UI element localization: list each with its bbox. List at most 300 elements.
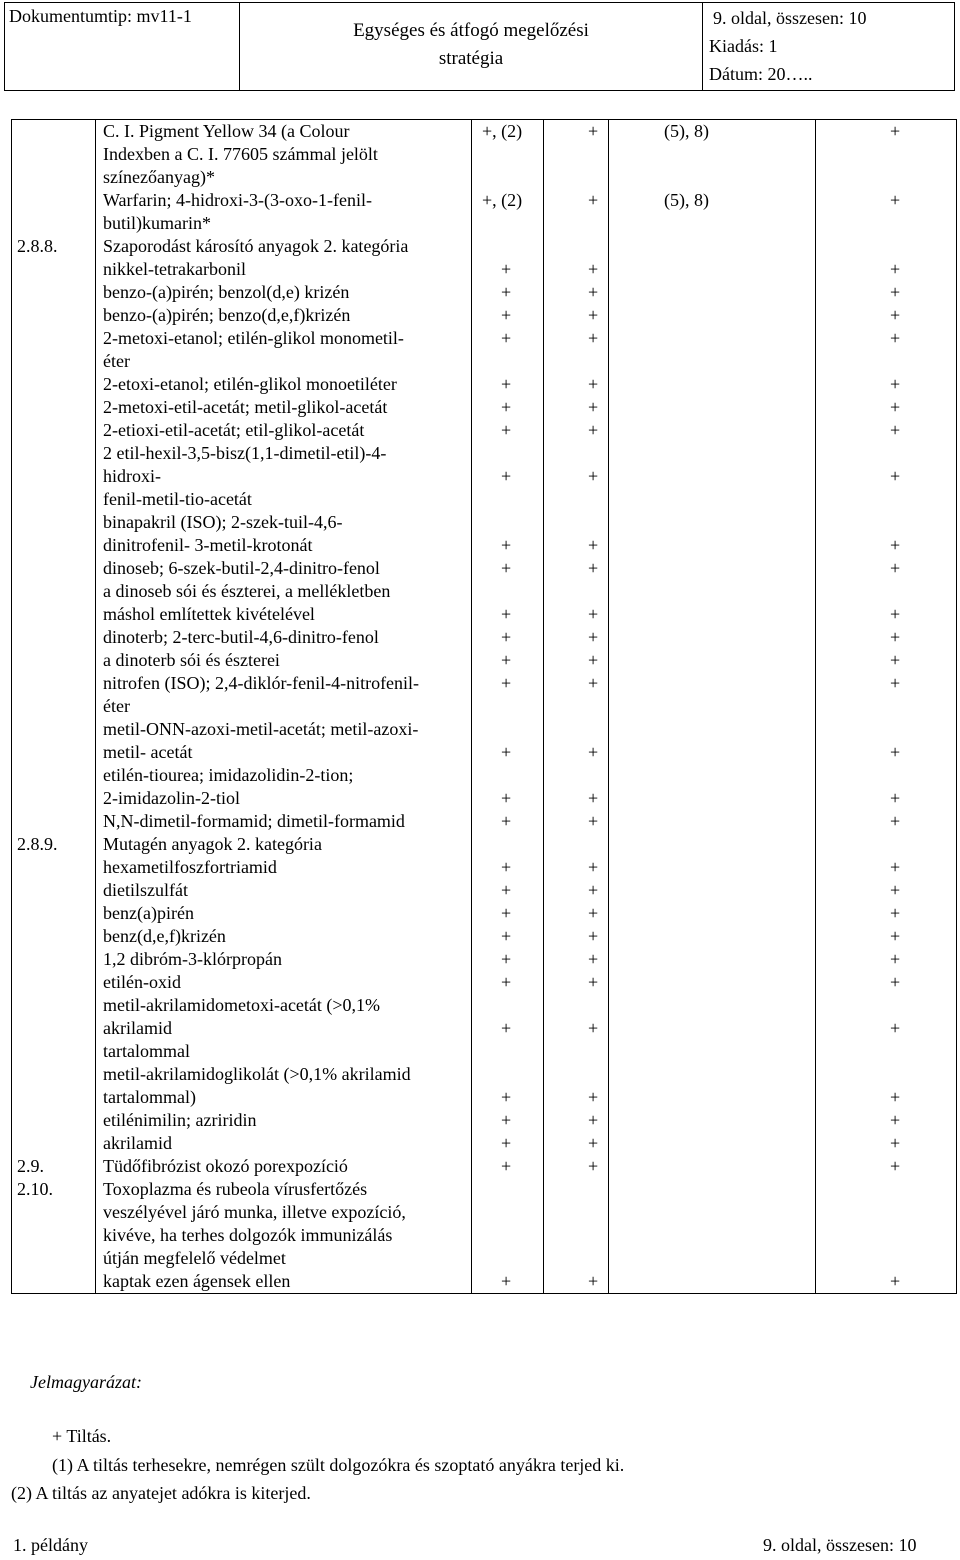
mark-col-2: + (544, 764, 609, 810)
mark-col-3 (609, 1063, 816, 1109)
substance-name (96, 419, 472, 442)
table-row (12, 718, 957, 764)
mark-col-4: + (816, 1155, 957, 1178)
mark-col-3 (609, 879, 816, 902)
substance-name-line: etilénimilin; azriridin (103, 1110, 257, 1130)
mark-col-1: + (472, 1109, 544, 1132)
row-number (12, 120, 96, 190)
substance-name-line: hidroxi- (103, 466, 161, 486)
mark-col-2: + (544, 120, 609, 190)
mark-col-4: + (816, 649, 957, 672)
substance-name (96, 672, 472, 718)
substance-table-container (11, 119, 956, 1294)
substance-name-line: benzo-(a)pirén; benzo(d,e,f)krizén (103, 305, 351, 325)
mark-col-4 (816, 833, 957, 856)
substance-name-line: dinoterb; 2-terc-butil-4,6-dinitro-fenol (103, 627, 379, 647)
substance-name-line: binapakril (ISO); 2-szek-tuil-4,6- (103, 512, 343, 532)
mark-col-3 (609, 580, 816, 626)
row-number (12, 580, 96, 626)
document-title (240, 3, 703, 91)
mark-col-4: + (816, 396, 957, 419)
mark-col-1: + (472, 764, 544, 810)
substance-name (96, 856, 472, 879)
mark-col-4: + (816, 626, 957, 649)
substance-name-line: benz(a)pirén (103, 903, 194, 923)
mark-col-4: + (816, 1132, 957, 1155)
mark-col-2: + (544, 557, 609, 580)
substance-name-line: máshol említettek kivételével (103, 604, 315, 624)
mark-col-2: + (544, 626, 609, 649)
substance-name (96, 925, 472, 948)
substance-name (96, 1109, 472, 1132)
mark-col-4: + (816, 580, 957, 626)
substance-name-line: benzo-(a)pirén; benzol(d,e) krizén (103, 282, 350, 302)
mark-col-4 (816, 235, 957, 258)
mark-col-4: + (816, 718, 957, 764)
footer-copy: 1. példány (13, 1535, 88, 1555)
mark-col-4: + (816, 925, 957, 948)
row-number: 2.9. (12, 1155, 96, 1178)
substance-name (96, 994, 472, 1063)
mark-col-3 (609, 764, 816, 810)
row-number (12, 189, 96, 235)
substance-name-line: metil- acetát (103, 742, 193, 762)
mark-col-3 (609, 902, 816, 925)
substance-name (96, 327, 472, 373)
mark-col-3 (609, 856, 816, 879)
mark-col-2: + (544, 718, 609, 764)
substance-name (96, 557, 472, 580)
mark-col-1: + (472, 649, 544, 672)
mark-col-2: + (544, 672, 609, 718)
substance-name (96, 396, 472, 419)
row-number (12, 649, 96, 672)
mark-col-3 (609, 948, 816, 971)
mark-col-1: + (472, 258, 544, 281)
mark-col-1: + (472, 902, 544, 925)
row-number (12, 258, 96, 281)
mark-col-1 (472, 833, 544, 856)
mark-col-1: + (472, 511, 544, 557)
mark-col-1: + (472, 304, 544, 327)
mark-col-1: + (472, 626, 544, 649)
mark-col-2: + (544, 1155, 609, 1178)
mark-col-2: + (544, 1063, 609, 1109)
substance-name (96, 1063, 472, 1109)
substance-name-line: 2-etioxi-etil-acetát; etil-glikol-acetát (103, 420, 365, 440)
mark-col-2 (544, 833, 609, 856)
row-number (12, 902, 96, 925)
mark-col-3 (609, 258, 816, 281)
substance-name (96, 304, 472, 327)
substance-name-line: Toxoplazma és rubeola vírusfertőzés (103, 1179, 368, 1199)
legend-title: Jelmagyarázat: (30, 1372, 142, 1392)
row-number: 2.8.8. (12, 235, 96, 258)
mark-col-2: + (544, 856, 609, 879)
table-row (12, 442, 957, 511)
substance-name (96, 442, 472, 511)
mark-col-1: + (472, 557, 544, 580)
mark-col-3 (609, 327, 816, 373)
substance-name (96, 281, 472, 304)
mark-col-2: + (544, 879, 609, 902)
mark-col-1: + (472, 580, 544, 626)
row-number (12, 718, 96, 764)
substance-name (96, 810, 472, 833)
table-row (12, 304, 957, 327)
substance-name (96, 189, 472, 235)
substance-name (96, 120, 472, 190)
table-row (12, 902, 957, 925)
row-number (12, 764, 96, 810)
mark-col-4: + (816, 1063, 957, 1109)
document-meta (703, 3, 955, 91)
mark-col-2: + (544, 948, 609, 971)
mark-col-2: + (544, 396, 609, 419)
table-row (12, 1178, 957, 1294)
mark-col-3 (609, 419, 816, 442)
mark-col-2: + (544, 304, 609, 327)
table-row (12, 1063, 957, 1109)
mark-col-1: + (472, 948, 544, 971)
table-row (12, 258, 957, 281)
row-number: 2.8.9. (12, 833, 96, 856)
mark-col-3 (609, 281, 816, 304)
legend-plus: + Tiltás. (52, 1426, 112, 1446)
edition: Kiadás: 1 (709, 36, 778, 56)
mark-col-3: (5), 8) (609, 120, 816, 190)
substance-name-line: a dinoterb sói és észterei (103, 650, 280, 670)
mark-col-3 (609, 1132, 816, 1155)
mark-col-2: + (544, 994, 609, 1063)
substance-name (96, 1178, 472, 1294)
mark-col-1: +, (2) (472, 120, 544, 190)
substance-name (96, 235, 472, 258)
table-row (12, 373, 957, 396)
mark-col-4: + (816, 1109, 957, 1132)
mark-col-3 (609, 511, 816, 557)
substance-name-line: akrilamid (103, 1018, 172, 1038)
row-number (12, 1132, 96, 1155)
substance-name (96, 718, 472, 764)
mark-col-4: + (816, 672, 957, 718)
row-number (12, 373, 96, 396)
row-number (12, 304, 96, 327)
mark-col-2: + (544, 373, 609, 396)
mark-col-3 (609, 810, 816, 833)
row-number (12, 1063, 96, 1109)
mark-col-4: + (816, 442, 957, 511)
substance-name-line: nitrofen (ISO); 2,4-diklór-fenil-4-nitrofenil- (103, 673, 420, 693)
mark-col-3 (609, 971, 816, 994)
legend-note-2: (2) A tiltás az anyatejet adókra is kiterjed. (11, 1483, 311, 1503)
mark-col-1: + (472, 396, 544, 419)
substance-name (96, 764, 472, 810)
mark-col-4: + (816, 856, 957, 879)
mark-col-1: + (472, 281, 544, 304)
table-row (12, 672, 957, 718)
substance-table (11, 119, 957, 1294)
mark-col-4: + (816, 810, 957, 833)
mark-col-2: + (544, 511, 609, 557)
mark-col-3 (609, 1178, 816, 1294)
substance-name-line: nikkel-tetrakarbonil (103, 259, 246, 279)
mark-col-4: + (816, 948, 957, 971)
mark-col-3 (609, 1155, 816, 1178)
row-number (12, 419, 96, 442)
substance-name-line: butil)kumarin* (103, 213, 211, 233)
mark-col-1: + (472, 1063, 544, 1109)
substance-name (96, 971, 472, 994)
substance-name (96, 879, 472, 902)
substance-name-line: benz(d,e,f)krizén (103, 926, 226, 946)
table-row (12, 833, 957, 856)
row-number (12, 879, 96, 902)
document-header (4, 2, 954, 89)
header-table (4, 2, 955, 91)
substance-name-line: akrilamid (103, 1133, 172, 1153)
mark-col-2: + (544, 1132, 609, 1155)
row-number (12, 327, 96, 373)
mark-col-2: + (544, 971, 609, 994)
substance-name (96, 902, 472, 925)
mark-col-2: + (544, 442, 609, 511)
mark-col-3 (609, 925, 816, 948)
row-number (12, 948, 96, 971)
mark-col-1: + (472, 1178, 544, 1294)
substance-name-line: 2 etil-hexil-3,5-bisz(1,1-dimetil-etil)-4- (103, 443, 387, 463)
mark-col-3 (609, 649, 816, 672)
mark-col-2: + (544, 1178, 609, 1294)
mark-col-1 (472, 235, 544, 258)
substance-name-line: 1,2 dibróm-3-klórpropán (103, 949, 282, 969)
substance-name-line: C. I. Pigment Yellow 34 (a Colour (103, 121, 350, 141)
substance-name-line: Mutagén anyagok 2. kategória (103, 834, 322, 854)
substance-name-line: kaptak ezen ágensek ellen (103, 1271, 291, 1291)
table-row (12, 1132, 957, 1155)
mark-col-3 (609, 557, 816, 580)
substance-name-line: 2-etoxi-etanol; etilén-glikol monoetiléter (103, 374, 397, 394)
row-number (12, 1109, 96, 1132)
substance-name-line: dietilszulfát (103, 880, 188, 900)
mark-col-1: + (472, 373, 544, 396)
table-row (12, 511, 957, 557)
table-row (12, 764, 957, 810)
row-number (12, 856, 96, 879)
substance-name-line: 2-metoxi-etanol; etilén-glikol monometil- (103, 328, 404, 348)
substance-name-line: metil-ONN-azoxi-metil-acetát; metil-azoxi- (103, 719, 419, 739)
mark-col-1: + (472, 718, 544, 764)
table-row (12, 810, 957, 833)
table-row (12, 189, 957, 235)
substance-name-line: dinitrofenil- 3-metil-krotonát (103, 535, 313, 555)
substance-name (96, 626, 472, 649)
substance-name-line: metil-akrilamidometoxi-acetát (>0,1% (103, 995, 381, 1015)
mark-col-4: + (816, 994, 957, 1063)
table-row (12, 580, 957, 626)
mark-col-2: + (544, 810, 609, 833)
mark-col-1: + (472, 1155, 544, 1178)
row-number (12, 971, 96, 994)
mark-col-3 (609, 994, 816, 1063)
table-row (12, 879, 957, 902)
substance-name (96, 833, 472, 856)
mark-col-2: + (544, 189, 609, 235)
mark-col-2: + (544, 902, 609, 925)
mark-col-3 (609, 304, 816, 327)
substance-name-line: 2-metoxi-etil-acetát; metil-glikol-acetát (103, 397, 388, 417)
mark-col-1: + (472, 994, 544, 1063)
table-row (12, 557, 957, 580)
table-row (12, 235, 957, 258)
substance-name-line: Indexben a C. I. 77605 számmal jelölt (103, 144, 378, 164)
mark-col-2: + (544, 925, 609, 948)
row-number (12, 396, 96, 419)
substance-name-line: tartalommal) (103, 1087, 196, 1107)
mark-col-4: + (816, 511, 957, 557)
mark-col-1: + (472, 879, 544, 902)
mark-col-3 (609, 1109, 816, 1132)
substance-name-line: a dinoseb sói és észterei, a mellékletben (103, 581, 391, 601)
row-number (12, 511, 96, 557)
mark-col-2: + (544, 649, 609, 672)
table-row (12, 948, 957, 971)
mark-col-1: + (472, 856, 544, 879)
mark-col-1: + (472, 925, 544, 948)
row-number (12, 281, 96, 304)
row-number (12, 994, 96, 1063)
substance-name-line: éter (103, 696, 130, 716)
footer-page-info: 9. oldal, összesen: 10 (763, 1535, 917, 1555)
mark-col-2: + (544, 327, 609, 373)
mark-col-1: + (472, 810, 544, 833)
substance-name-line: tartalommal (103, 1041, 190, 1061)
substance-name (96, 649, 472, 672)
mark-col-3 (609, 672, 816, 718)
table-row (12, 419, 957, 442)
mark-col-1: + (472, 419, 544, 442)
mark-col-3 (609, 442, 816, 511)
substance-name-line: dinoseb; 6-szek-butil-2,4-dinitro-fenol (103, 558, 380, 578)
table-row (12, 120, 957, 190)
mark-col-1: + (472, 442, 544, 511)
substance-name-line: etilén-tiourea; imidazolidin-2-tion; (103, 765, 354, 785)
title-line-2: stratégia (438, 48, 504, 69)
substance-name-line: Tüdőfibrózist okozó porexpozíció (103, 1156, 348, 1176)
table-row (12, 994, 957, 1063)
mark-col-3 (609, 626, 816, 649)
row-number (12, 672, 96, 718)
table-row (12, 281, 957, 304)
mark-col-2: + (544, 580, 609, 626)
table-row (12, 925, 957, 948)
substance-name-line: metil-akrilamidoglikolát (>0,1% akrilamid (103, 1064, 411, 1084)
mark-col-2: + (544, 281, 609, 304)
mark-col-4: + (816, 419, 957, 442)
substance-name (96, 373, 472, 396)
page-info: 9. oldal, összesen: 10 (713, 8, 867, 28)
mark-col-3 (609, 718, 816, 764)
mark-col-4: + (816, 373, 957, 396)
mark-col-3 (609, 235, 816, 258)
legend-note-1: (1) A tiltás terhesekre, nemrégen szült dolgozókra és szoptató anyákra terjed ki. (52, 1455, 625, 1475)
mark-col-2: + (544, 1109, 609, 1132)
substance-name-line: fenil-metil-tio-acetát (103, 489, 252, 509)
substance-name-line: Warfarin; 4-hidroxi-3-(3-oxo-1-fenil- (103, 190, 372, 210)
substance-name-line: veszélyével járó munka, illetve expozíció, (103, 1202, 406, 1222)
mark-col-4: + (816, 764, 957, 810)
row-number (12, 925, 96, 948)
table-row (12, 396, 957, 419)
mark-col-4: + (816, 879, 957, 902)
table-row (12, 1109, 957, 1132)
mark-col-3 (609, 833, 816, 856)
substance-name-line: színezőanyag)* (103, 167, 215, 187)
row-number (12, 626, 96, 649)
row-number (12, 557, 96, 580)
date: Dátum: 20….. (709, 64, 813, 84)
mark-col-1: + (472, 672, 544, 718)
substance-name-line: N,N-dimetil-formamid; dimetil-formamid (103, 811, 405, 831)
mark-col-3: (5), 8) (609, 189, 816, 235)
substance-name (96, 1132, 472, 1155)
mark-col-4: + (816, 304, 957, 327)
mark-col-4: + (816, 258, 957, 281)
substance-name (96, 258, 472, 281)
mark-col-4: + (816, 971, 957, 994)
mark-col-3 (609, 396, 816, 419)
row-number (12, 442, 96, 511)
row-number: 2.10. (12, 1178, 96, 1294)
substance-name (96, 948, 472, 971)
table-row (12, 327, 957, 373)
mark-col-4: + (816, 120, 957, 190)
table-row (12, 856, 957, 879)
mark-col-1: +, (2) (472, 189, 544, 235)
mark-col-4: + (816, 327, 957, 373)
mark-col-3 (609, 373, 816, 396)
substance-name-line: etilén-oxid (103, 972, 181, 992)
mark-col-2 (544, 235, 609, 258)
substance-name-line: 2-imidazolin-2-tiol (103, 788, 240, 808)
table-row (12, 649, 957, 672)
substance-name (96, 511, 472, 557)
mark-col-1: + (472, 1132, 544, 1155)
table-row (12, 971, 957, 994)
table-row (12, 626, 957, 649)
row-number (12, 810, 96, 833)
mark-col-2: + (544, 419, 609, 442)
substance-name (96, 580, 472, 626)
mark-col-1: + (472, 971, 544, 994)
title-line-1: Egységes és átfogó megelőzési (353, 20, 589, 41)
mark-col-2: + (544, 258, 609, 281)
substance-name-line: útján megfelelő védelmet (103, 1248, 286, 1268)
mark-col-4: + (816, 557, 957, 580)
table-row (12, 1155, 957, 1178)
mark-col-4: + (816, 189, 957, 235)
substance-name-line: éter (103, 351, 130, 371)
substance-name (96, 1155, 472, 1178)
mark-col-4: + (816, 281, 957, 304)
document-type: Dokumentumtip: mv11-1 (5, 3, 240, 91)
mark-col-4: + (816, 902, 957, 925)
mark-col-1: + (472, 327, 544, 373)
substance-name-line: kivéve, ha terhes dolgozók immunizálás (103, 1225, 393, 1245)
substance-name-line: Szaporodást károsító anyagok 2. kategória (103, 236, 409, 256)
substance-name-line: hexametilfoszfortriamid (103, 857, 277, 877)
mark-col-4: + (816, 1178, 957, 1294)
